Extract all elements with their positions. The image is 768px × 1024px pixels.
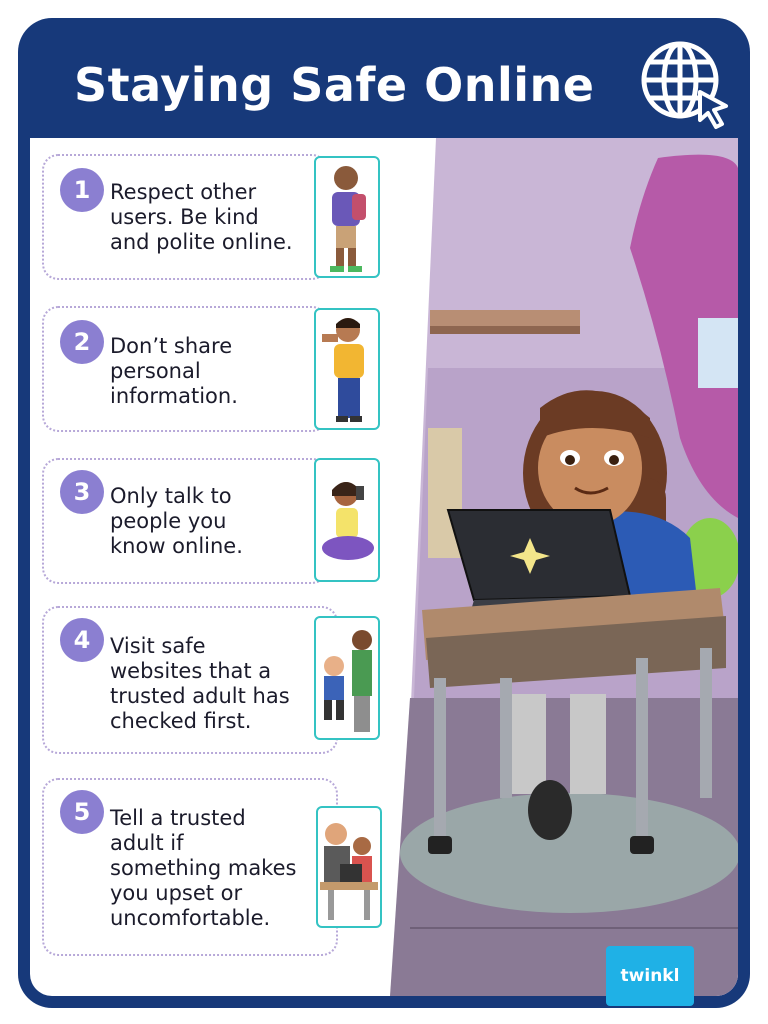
tip-text: Visit safe websites that a trusted adult has checked first. bbox=[110, 634, 290, 733]
tip-text: Respect other users. Be kind and polite online. bbox=[110, 180, 293, 254]
child-with-tablet-image bbox=[314, 156, 380, 278]
child-sitting-with-phone-image bbox=[314, 458, 380, 582]
tip-number-badge: 4 bbox=[60, 618, 104, 662]
child-with-adult-at-computer-image bbox=[314, 616, 380, 740]
tip-number-badge: 5 bbox=[60, 790, 104, 834]
tip-text: Only talk to people you know online. bbox=[110, 484, 243, 558]
tip-text: Tell a trusted adult if something makes you upset or uncomfortable. bbox=[110, 806, 297, 930]
child-with-phone-image bbox=[314, 308, 380, 430]
tip-number-badge: 2 bbox=[60, 320, 104, 364]
adult-and-child-at-laptop-image bbox=[316, 806, 382, 928]
globe-cursor-icon bbox=[636, 40, 732, 132]
twinkl-logo bbox=[606, 946, 694, 1006]
logo-text: twinkl bbox=[620, 966, 680, 986]
content-panel bbox=[30, 138, 738, 996]
tip-number-badge: 1 bbox=[60, 168, 104, 212]
page-title: Staying Safe Online bbox=[74, 58, 595, 112]
tip-number-badge: 3 bbox=[60, 470, 104, 514]
tip-text: Don’t share personal information. bbox=[110, 334, 238, 408]
